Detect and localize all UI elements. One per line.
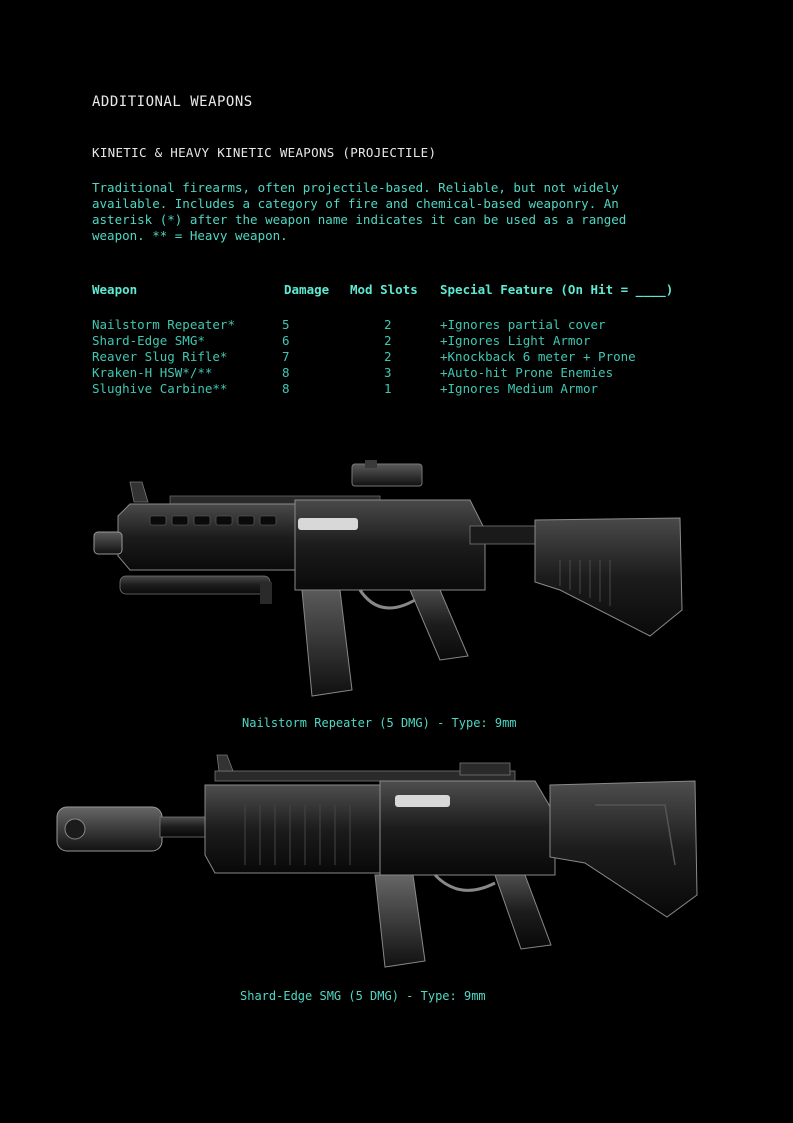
cell-mod-slots: 1 (384, 381, 392, 396)
cell-mod-slots: 3 (384, 365, 392, 380)
cell-mod-slots: 2 (384, 349, 392, 364)
section-title: KINETIC & HEAVY KINETIC WEAPONS (PROJECTILE) (92, 145, 437, 160)
cell-weapon: Reaver Slug Rifle* (92, 349, 228, 364)
cell-weapon: Nailstorm Repeater* (92, 317, 235, 332)
table-row (92, 333, 712, 349)
header-mod-slots: Mod Slots (350, 282, 418, 297)
figure-caption: Shard-Edge SMG (5 DMG) - Type: 9mm (240, 989, 486, 1003)
cell-mod-slots: 2 (384, 317, 392, 332)
cell-special: +Ignores partial cover (440, 317, 606, 332)
cell-special: +Knockback 6 meter + Prone (440, 349, 636, 364)
cell-damage: 8 (282, 381, 290, 396)
smg-illustration (55, 745, 700, 975)
cell-special: +Ignores Medium Armor (440, 381, 599, 396)
weapons-table-header (92, 282, 712, 298)
table-row (92, 349, 712, 365)
cell-damage: 5 (282, 317, 290, 332)
cell-damage: 6 (282, 333, 290, 348)
header-damage: Damage (284, 282, 330, 297)
header-weapon: Weapon (92, 282, 138, 297)
cell-mod-slots: 2 (384, 333, 392, 348)
page-title: ADDITIONAL WEAPONS (92, 94, 253, 110)
cell-weapon: Kraken-H HSW*/** (92, 365, 213, 380)
cell-special: +Ignores Light Armor (440, 333, 591, 348)
cell-weapon: Shard-Edge SMG* (92, 333, 205, 348)
table-row (92, 365, 712, 381)
table-row (92, 317, 712, 333)
cell-weapon: Slughive Carbine** (92, 381, 228, 396)
cell-damage: 7 (282, 349, 290, 364)
cell-damage: 8 (282, 365, 290, 380)
rifle-illustration (90, 460, 690, 705)
cell-special: +Auto-hit Prone Enemies (440, 365, 614, 380)
figure-caption: Nailstorm Repeater (5 DMG) - Type: 9mm (242, 716, 517, 730)
intro-paragraph: Traditional firearms, often projectile-based. Reliable, but not widely available. Includes a category of fire and chemical-based weaponry. An asterisk (*) after the weapon name indicates it can be used as a ranged weapon. ** = Heavy weapon. (92, 180, 627, 243)
table-row (92, 381, 712, 397)
header-special: Special Feature (On Hit = ____) (440, 282, 674, 297)
